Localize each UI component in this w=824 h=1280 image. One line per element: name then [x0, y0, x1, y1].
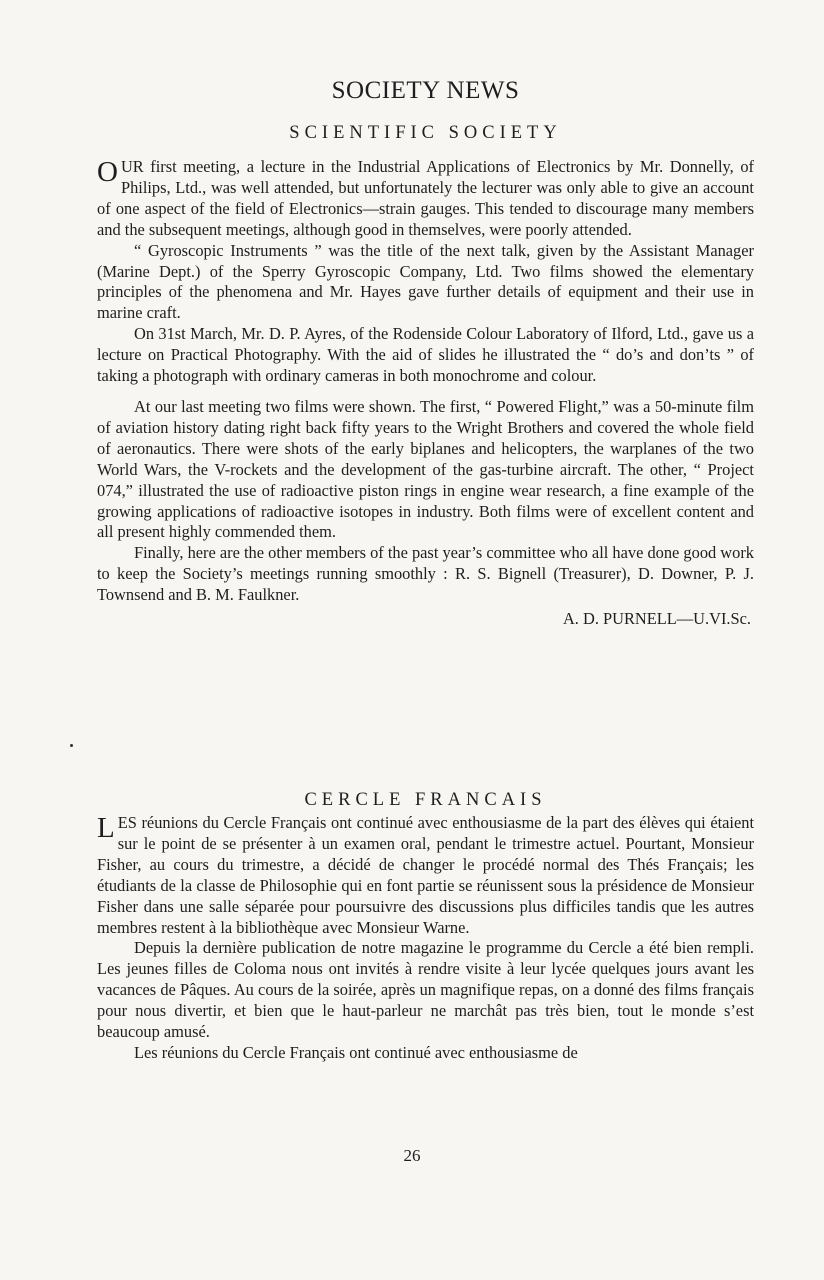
- page-number: 26: [403, 1146, 421, 1165]
- cercle-francais-article: [97, 813, 754, 1064]
- paragraph-2: “ Gyroscopic Instruments ” was the title of the next talk, given by the Assistant Manager (Marine Dept.) of the Sperry Gyroscopic Company, Ltd. Two films showed the elementary principles of the phenomena and Mr. Hayes gave further details of equipment and their use in marine craft.: [97, 240, 754, 323]
- paragraph-1-text: UR first meeting, a lecture in the Industrial Applications of Electronics by Mr. Donnelly, of Philips, Ltd., was well attended, but unfortunately the lecturer was only able to give an account of one aspect of the field of Electronics—strain gauges. This tended to discourage many members and the subsequent meetings, although good in themselves, were poorly attended.: [97, 157, 754, 239]
- author-signature: A. D. PURNELL—U.VI.Sc.: [562, 609, 751, 629]
- section-title-cercle-francais: CERCLE FRANCAIS: [304, 790, 547, 810]
- paragraph-3: Les réunions du Cercle Français ont continué avec enthousiasme de: [134, 1042, 578, 1062]
- paragraph-2: Depuis la dernière publication de notre magazine le programme du Cercle a été bien rempli. Les jeunes filles de Coloma nous ont invités à rendre visite à leur lycée quelques jours avant les vacances de Pâques. Au cours de la soirée, après un magnifique repas, on a donné des films français pour nous divertir, et bien que le haut-parleur ne marchât pas très bien, tout le monde s’est beaucoup amusé.: [97, 938, 754, 1042]
- scientific-society-article: [97, 157, 754, 629]
- page-title: SOCIETY NEWS: [331, 77, 520, 104]
- paragraph-4: At our last meeting two films were shown. The first, “ Powered Flight,” was a 50-minute film of aviation history dating right back fifty years to the Wright Brothers and covered the whole field of aeronautics. There were shots of the early biplanes and helicopters, the warplanes of the two World Wars, the V-rockets and the development of the gas-turbine aircraft. The other, “ Project 074,” illustrated the use of radioactive piston rings in engine wear research, a fine example of the growing applications of radioactive isotopes in industry. Both films were of excellent content and all present highly commended them.: [97, 396, 754, 542]
- paragraph-1-text: ES réunions du Cercle Français ont continué avec enthousiasme de la part des élèves qui étaient sur le point de se présenter à un examen oral, pendant le trimestre actuel. Pourtant, Monsieur Fisher, au cours du trimestre, a décidé de changer le procédé normal des Thés Français; les étudiants de la classe de Philosophie qui en font partie se réunissent sous la présidence de Monsieur Fisher dans une salle séparée pour poursuivre des discussions plus difficiles tandis que les autres membres restent à la bibliothèque avec Monsieur Warne.: [97, 813, 754, 937]
- paragraph-1: [97, 157, 754, 241]
- paragraph-3: On 31st March, Mr. D. P. Ayres, of the Rodenside Colour Laboratory of Ilford, Ltd., gave us a lecture on Practical Photography. With the aid of slides he illustrated the “ do’s and don’ts ” of taking a photograph with ordinary cameras in both monochrome and colour.: [97, 324, 754, 386]
- paragraph-5: Finally, here are the other members of the past year’s committee who all have done good work to keep the Society’s meetings running smoothly : R. S. Bignell (Treasurer), D. Downer, P. J. Townsend and B. M. Faulkner.: [97, 543, 754, 605]
- drop-cap: L: [97, 812, 115, 844]
- section-title-scientific-society: SCIENTIFIC SOCIETY: [289, 123, 562, 143]
- stray-mark: [70, 744, 73, 747]
- paragraph-1: [97, 813, 754, 938]
- drop-cap: O: [97, 156, 118, 188]
